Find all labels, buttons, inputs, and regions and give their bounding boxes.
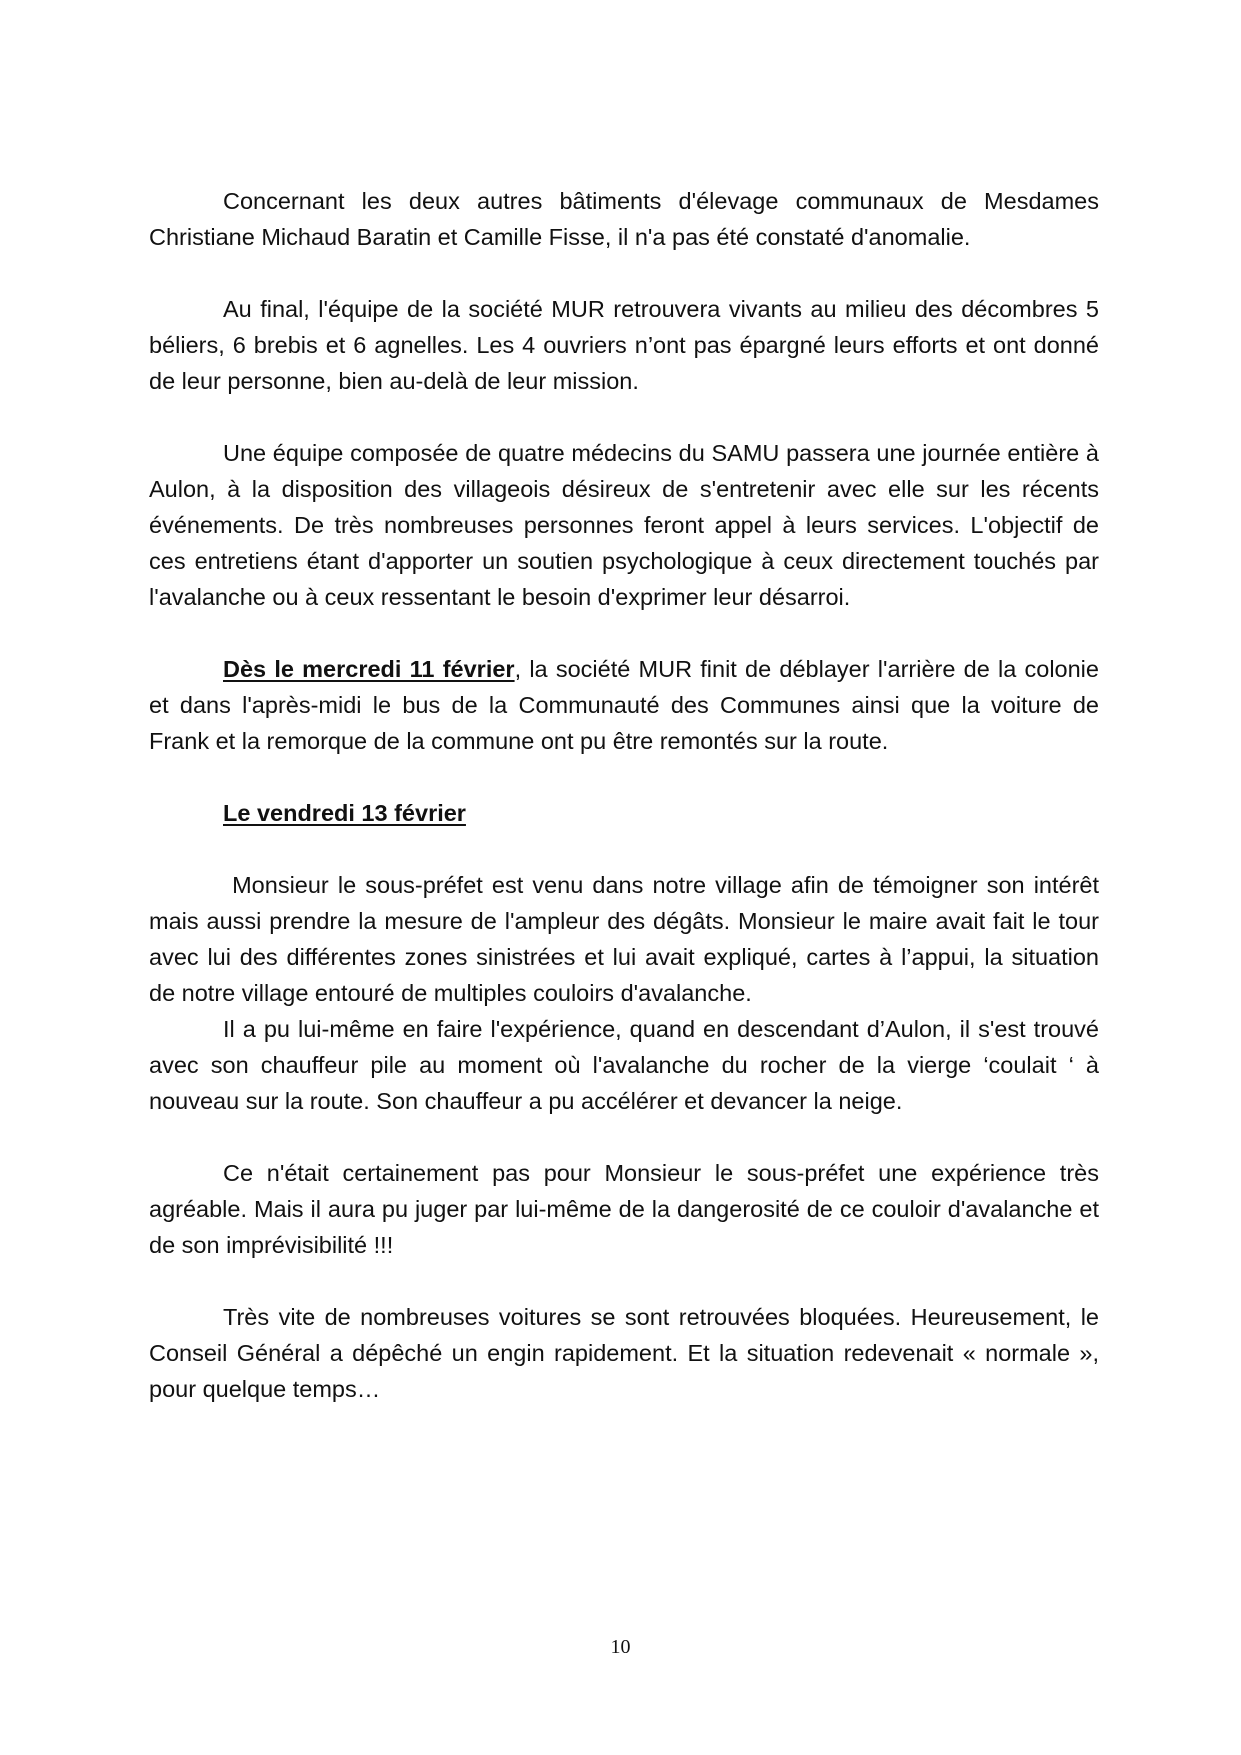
paragraph-wednesday <box>149 651 1099 759</box>
paragraph-samu-team: Une équipe composée de quatre médecins du SAMU passera une journée entière à Aulon, à la disposition des villageois désireux de s'entretenir avec elle sur les récents événements. De très nombreuses personnes feront appel à leurs services. L'objectif de ces entretiens étant d'apporter un soutien psychologique à ceux directement touchés par l'avalanche ou à ceux ressentant le besoin d'exprimer leur désarroi. <box>149 440 1099 610</box>
page-number: 10 <box>610 1636 631 1658</box>
paragraph-subprefect-experience: Ce n'était certainement pas pour Monsieur le sous-préfet une expérience très agréable. Mais il aura pu juger par lui-même de la dangerosité de ce couloir d'avalanche et de son imprévisibilité !!! <box>149 1160 1099 1258</box>
document-body <box>149 183 1106 1407</box>
paragraph-wednesday-text: , la société MUR finit de déblayer l'arrière de la colonie et dans l'après-midi le bus de la Communauté des Communes ainsi que la voiture de Frank et la remorque de la commune ont pu être remontés sur la route. <box>149 656 1099 754</box>
paragraph-blocked-cars: Très vite de nombreuses voitures se sont retrouvées bloquées. Heureusement, le Conseil Général a dépêché un engin rapidement. Et la situation redevenait « normale », pour quelque temps… <box>149 1304 1099 1402</box>
paragraph-subprefect-visit: Monsieur le sous-préfet est venu dans notre village afin de témoigner son intérêt mais aussi prendre la mesure de l'ampleur des dégâts. Monsieur le maire avait fait le tour avec lui des différentes zones sinistrées et lui avait expliqué, cartes à l’appui, la situation de notre village entouré de multiples couloirs d'avalanche. <box>149 872 1106 1006</box>
paragraph-livestock-buildings: Concernant les deux autres bâtiments d'élevage communaux de Mesdames Christiane Michaud Baratin et Camille Fisse, il n'a pas été constaté d'anomalie. <box>149 188 1099 250</box>
paragraph-rescued-animals: Au final, l'équipe de la société MUR retrouvera vivants au milieu des décombres 5 béliers, 6 brebis et 6 agnelles. Les 4 ouvriers n’ont pas épargné leurs efforts et ont donné de leur personne, bien au-delà de leur mission. <box>149 296 1099 394</box>
date-heading-friday: Le vendredi 13 février <box>223 800 466 826</box>
date-heading-wednesday: Dès le mercredi 11 février <box>223 656 515 682</box>
paragraph-avalanche-experience: Il a pu lui-même en faire l'expérience, quand en descendant d’Aulon, il s'est trouvé avec son chauffeur pile au moment où l'avalanche du rocher de la vierge ‘coulait ‘ à nouveau sur la route. Son chauffeur a pu accélérer et devancer la neige. <box>149 1016 1099 1114</box>
section-heading-friday <box>149 795 1099 831</box>
